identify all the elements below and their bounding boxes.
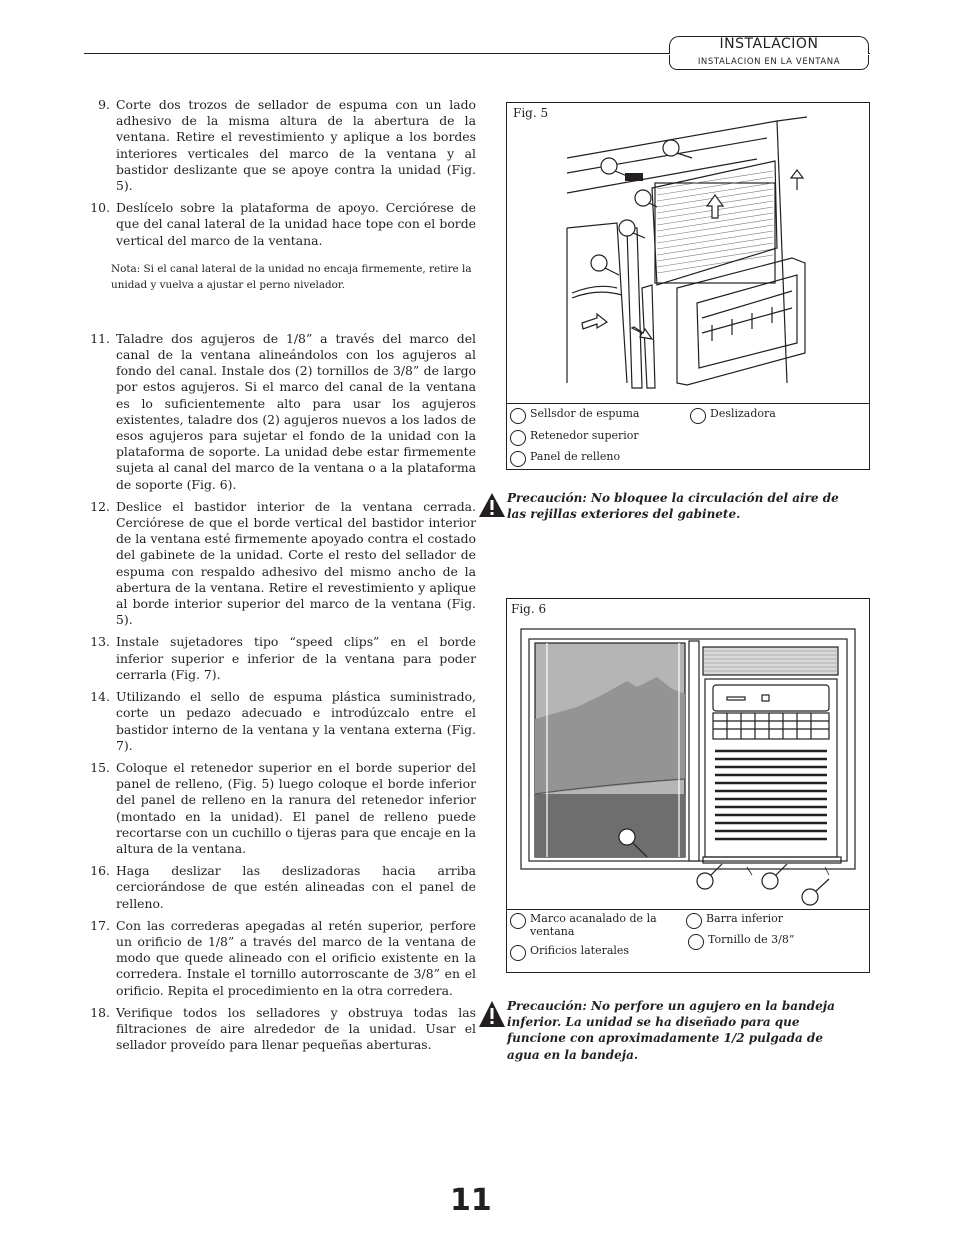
legend-item <box>510 912 670 938</box>
warning-icon <box>477 998 507 1034</box>
caution-1-text: Precaución: No bloquee la circulación del aire de las rejillas exteriores del gabinete. <box>507 491 839 522</box>
legend-item <box>686 912 783 929</box>
figure-6-illustration <box>507 599 869 909</box>
caution-2-text: Precaución: No perfore un agujero en la bandeja inferior. La unidad se ha diseñado para que funcione con aproximadamente 1/2 pulgada de agua en la bandeja. <box>507 999 835 1062</box>
step-number: 15. <box>90 759 110 775</box>
step-number: 10. <box>90 200 110 216</box>
callout-circle-icon <box>510 913 526 929</box>
callout-circle-icon <box>690 408 706 424</box>
step-10 <box>84 200 476 249</box>
step-18 <box>84 1005 476 1054</box>
step-16 <box>84 863 476 912</box>
page-number: 11 <box>450 1183 492 1218</box>
caution-1 <box>477 490 857 524</box>
step-9 <box>84 97 476 194</box>
legend-item <box>510 407 639 424</box>
legend-text: Barra inferior <box>706 912 784 925</box>
legend-item <box>510 944 629 961</box>
step-text: Corte dos trozos de sellador de espuma con un lado adhesivo de la misma altura de la abertura de la ventana. Retire el revestimiento y aplique a los bordes interiores verticales del marco de la ventana y al bastidor deslizante que se apoye contra la unidad (Fig. 5). <box>116 97 476 194</box>
callout-circle-icon <box>686 913 702 929</box>
step-text: Verifique todos los selladores y obstruya todas las filtraciones de aire alrededor de la unidad. Usar el sellador proveído para llenar pequeñas aberturas. <box>116 1004 476 1053</box>
step-number: 16. <box>90 863 110 879</box>
legend-text: Deslizadora <box>710 407 776 420</box>
step-12 <box>84 499 476 629</box>
figure-6-legend <box>507 909 869 972</box>
step-11 <box>84 331 476 493</box>
step-text: Coloque el retenedor superior en el borde superior del panel de relleno, (Fig. 5) luego coloque el borde inferior del panel de relleno en la ranura del retenedor inferior (montado en la unidad). El panel de relleno puede recortarse con un cuchillo o tijeras para que encaje en la altura de la ventana. <box>116 759 476 856</box>
step-text: Taladre dos agujeros de 1/8” a través del marco del canal de la ventana alineándolos con los agujeros al fondo del canal. Instale dos (2) tornillos de 3/8” de largo por estos agujeros. Si el marco del canal de la ventana es lo suficientemente alto para usar los agujeros existentes, taladre dos (2) agujeros nuevos a los lados de esos agujeros para sujetar el fondo de la unidad con la plataforma de soporte. La unidad debe estar firmemente sujeta al canal del marco de la ventana o a la plataforma de soporte (Fig. 6). <box>116 330 476 492</box>
figure-5 <box>506 102 870 470</box>
caution-2 <box>477 998 857 1063</box>
step-13 <box>84 634 476 683</box>
section-subtitle: INSTALACION EN LA VENTANA <box>669 55 869 70</box>
step-number: 17. <box>90 917 110 933</box>
note-text: Nota: Si el canal lateral de la unidad no encaja firmemente, retire la unidad y vuelva a ajustar el perno nivelador. <box>111 263 472 291</box>
legend-item <box>690 407 776 424</box>
figure-5-label: Fig. 5 <box>513 106 549 120</box>
legend-item <box>510 429 639 446</box>
step-number: 9. <box>98 97 110 112</box>
step-number: 12. <box>90 498 110 514</box>
step-text: Deslícelo sobre la plataforma de apoyo. Cerciórese de que del canal lateral de la unidad hace tope con el borde vertical del marco de la ventana. <box>116 200 476 248</box>
legend-item <box>510 450 620 467</box>
figure-5-legend <box>507 403 869 469</box>
legend-text: Marco acanalado de la ventana <box>530 912 657 938</box>
legend-text: Sellsdor de espuma <box>530 407 640 420</box>
figure-6-label: Fig. 6 <box>511 602 547 616</box>
section-title: INSTALACION <box>719 36 819 52</box>
figure-5-illustration <box>507 103 869 403</box>
step-text: Haga deslizar las deslizadoras hacia arriba cerciorándose de que estén alineadas con el panel de relleno. <box>116 863 476 911</box>
callout-circle-icon <box>510 430 526 446</box>
legend-text: Tornillo de 3/8” <box>708 933 795 946</box>
callout-circle-icon <box>510 945 526 961</box>
legend-text: Orificios laterales <box>530 944 630 957</box>
legend-item <box>688 933 795 950</box>
step-text: Con las correderas apegadas al retén superior, perfore un orificio de 1/8” a través del marco de la ventana de modo que quede alineado con el orificio existente en la corredera. Instale el tornillo autorroscante de 3/8” en el orificio. Repita el procedimiento en la otra corredera. <box>116 917 476 998</box>
step-17 <box>84 918 476 999</box>
instruction-steps <box>84 97 476 1059</box>
step-14 <box>84 689 476 754</box>
callout-circle-icon <box>510 408 526 424</box>
step-15 <box>84 760 476 857</box>
step-number: 14. <box>90 689 110 705</box>
step-text: Deslice el bastidor interior de la ventana cerrada. Cerciórese de que el borde vertical del bastidor interior de la ventana esté firmemente apoyado contra el costado del gabinete de la unidad. Corte el resto del sellador de espuma con respaldo adhesivo del mismo ancho de la abertura de la ventana. Retire el revestimiento y aplique al borde interior superior del marco de la ventana (Fig. 5). <box>116 498 476 628</box>
callout-circle-icon <box>688 934 704 950</box>
warning-icon <box>477 490 507 524</box>
step-text: Instale sujetadores tipo “speed clips” en el borde inferior superior e inferior de la ventana para poder cerrarla (Fig. 7). <box>116 634 476 682</box>
step-number: 18. <box>90 1004 110 1020</box>
step-number: 13. <box>90 634 110 650</box>
legend-text: Retenedor superior <box>530 429 639 442</box>
callout-circle-icon <box>510 451 526 467</box>
step-text: Utilizando el sello de espuma plástica suministrado, corte un pedazo adecuado e introdúzcalo entre el bastidor interno de la ventana y la ventana externa (Fig. 7). <box>116 689 476 753</box>
figure-6 <box>506 598 870 973</box>
step-number: 11. <box>90 330 110 346</box>
legend-text: Panel de relleno <box>530 450 621 463</box>
